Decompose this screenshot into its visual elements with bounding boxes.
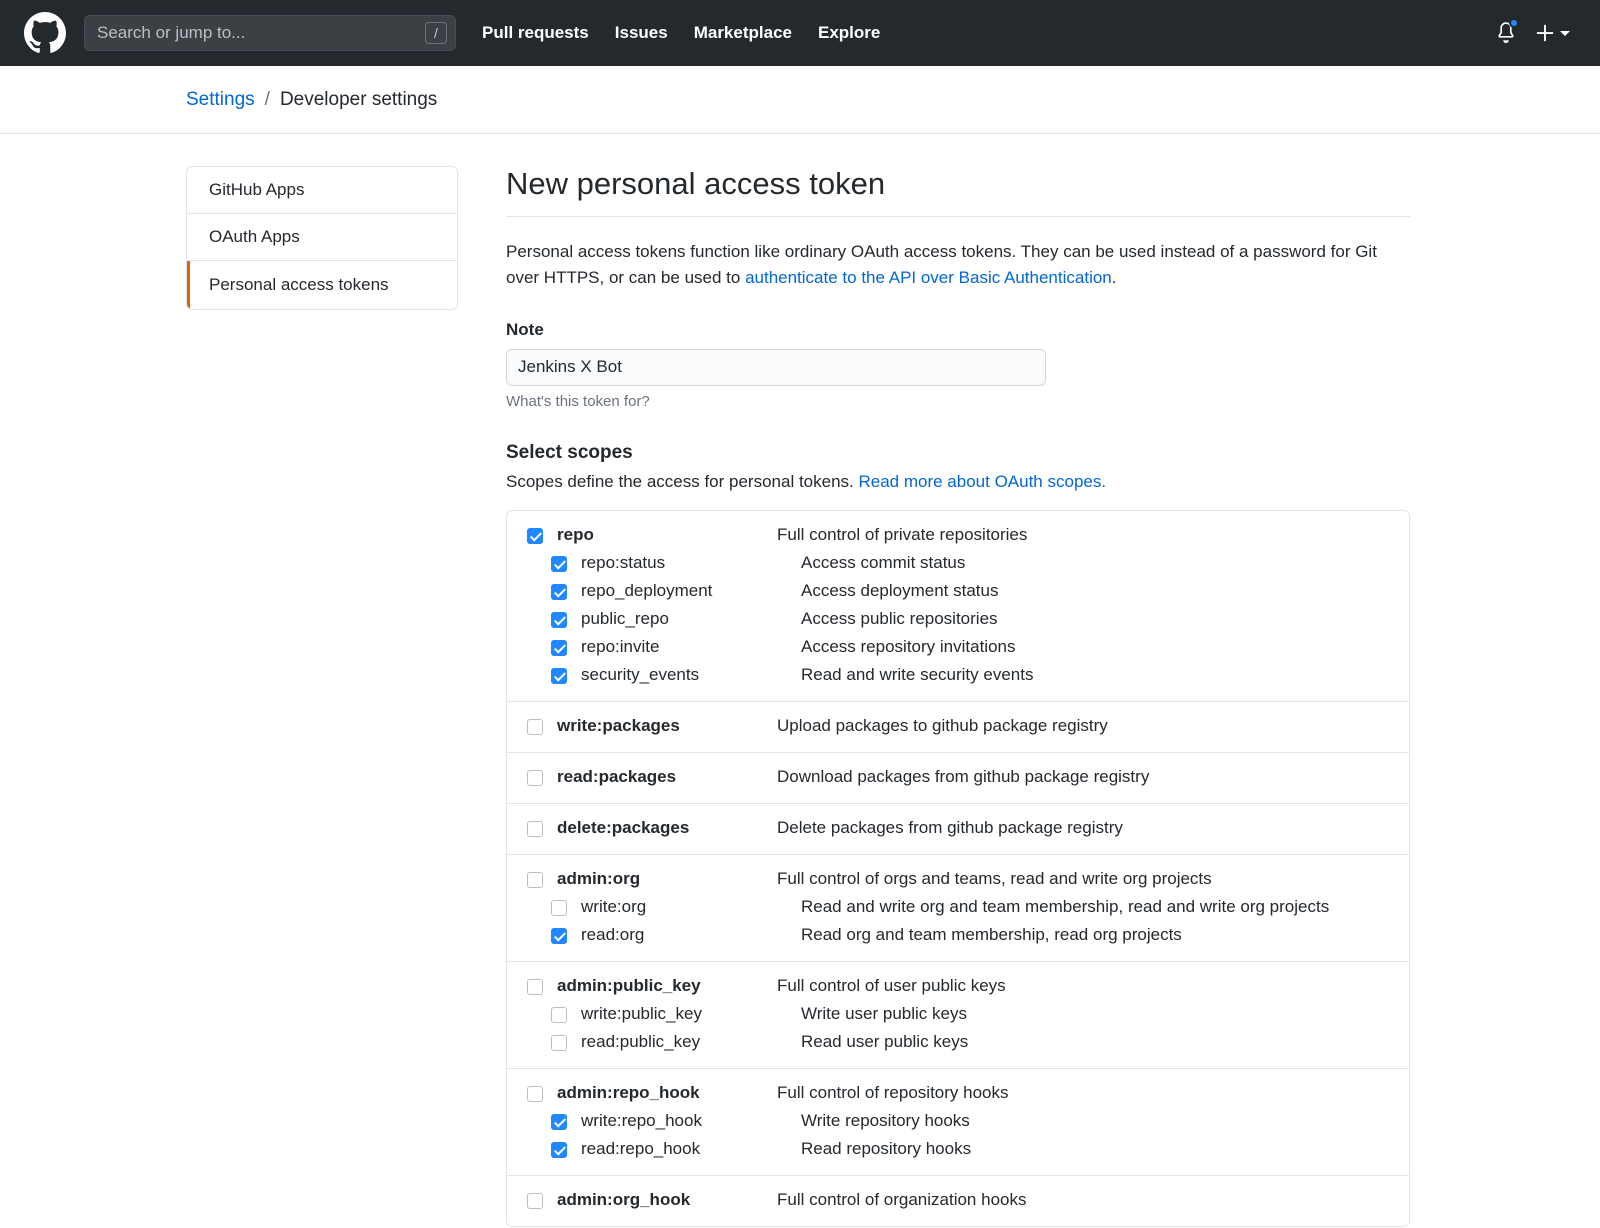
scope-checkbox-security-events[interactable] <box>551 668 567 684</box>
scope-group-write-packages <box>507 702 1409 753</box>
scope-description: Write repository hooks <box>801 1110 970 1130</box>
main-content <box>506 166 1410 1227</box>
scope-description: Upload packages to github package registry <box>777 715 1108 735</box>
scope-description: Read and write security events <box>801 664 1034 684</box>
search-input[interactable] <box>84 15 456 51</box>
breadcrumb-separator: / <box>264 88 270 110</box>
sidebar-item-label: GitHub Apps <box>209 180 305 199</box>
breadcrumb-current: Developer settings <box>279 88 438 110</box>
scope-checkbox-public-repo[interactable] <box>551 612 567 628</box>
note-label: Note <box>506 319 544 339</box>
scope-checkbox-read-repo-hook[interactable] <box>551 1142 567 1158</box>
scope-group-read-packages <box>507 753 1409 804</box>
sidebar-item-label: Personal access tokens <box>209 274 389 294</box>
scope-row[interactable] <box>507 814 1409 842</box>
nav-explore[interactable]: Explore <box>817 23 881 42</box>
scope-row[interactable] <box>507 921 1409 949</box>
intro-text <box>506 239 1406 292</box>
scope-checkbox-read-org[interactable] <box>551 928 567 944</box>
sidebar-item-oauth-apps[interactable] <box>187 214 457 261</box>
scope-row[interactable] <box>507 1028 1409 1056</box>
breadcrumb <box>0 66 1600 134</box>
scope-name: delete:packages <box>557 817 690 837</box>
scope-checkbox-admin-org[interactable] <box>527 872 543 888</box>
scope-description: Access repository invitations <box>801 636 1016 656</box>
scope-row[interactable] <box>507 661 1409 689</box>
scope-checkbox-delete-packages[interactable] <box>527 821 543 837</box>
note-input[interactable] <box>506 349 1046 386</box>
github-mark-icon[interactable] <box>24 12 66 54</box>
page-body <box>0 134 1600 1227</box>
select-scopes-subtext <box>506 472 1410 492</box>
oauth-scopes-docs-link[interactable]: Read more about OAuth scopes. <box>858 471 1107 491</box>
scope-description: Read user public keys <box>801 1031 969 1051</box>
intro-text-part1: Personal access tokens function like ordinary OAuth access tokens. They can be used instead of a password for Git over HTTPS, or can be used to <box>506 242 1377 288</box>
scope-name: repo:invite <box>581 636 660 656</box>
scope-checkbox-read-public-key[interactable] <box>551 1035 567 1051</box>
search-shortcut-key: / <box>425 22 447 44</box>
scope-checkbox-write-packages[interactable] <box>527 719 543 735</box>
primary-nav <box>482 23 880 43</box>
scope-row[interactable] <box>507 633 1409 661</box>
scope-description: Read repository hooks <box>801 1138 972 1158</box>
scope-group-admin-repo-hook <box>507 1069 1409 1176</box>
scope-checkbox-repo-status[interactable] <box>551 556 567 572</box>
scope-description: Delete packages from github package registry <box>777 817 1123 837</box>
breadcrumb-settings-link[interactable]: Settings <box>186 88 255 110</box>
scope-name: write:org <box>581 896 647 916</box>
scope-name: read:public_key <box>581 1031 701 1051</box>
page-title: New personal access token <box>506 166 1410 217</box>
chevron-down-icon <box>1560 31 1570 36</box>
scope-row[interactable] <box>507 521 1409 549</box>
scope-checkbox-write-repo-hook[interactable] <box>551 1114 567 1130</box>
scope-description: Write user public keys <box>801 1003 967 1023</box>
scope-row[interactable] <box>507 1186 1409 1214</box>
create-new-menu[interactable] <box>1535 23 1570 43</box>
scope-row[interactable] <box>507 1000 1409 1028</box>
intro-text-part2: . <box>1111 268 1117 288</box>
scope-name: repo_deployment <box>581 580 713 600</box>
bell-icon[interactable] <box>1495 21 1517 45</box>
scope-checkbox-admin-repo-hook[interactable] <box>527 1086 543 1102</box>
scope-group-repo <box>507 511 1409 702</box>
scope-name: write:repo_hook <box>581 1110 702 1130</box>
global-header <box>0 0 1600 66</box>
scope-row[interactable] <box>507 1135 1409 1163</box>
scope-row[interactable] <box>507 577 1409 605</box>
scope-description: Access commit status <box>801 552 966 572</box>
scope-description: Full control of orgs and teams, read and write org projects <box>777 868 1212 888</box>
scope-description: Full control of organization hooks <box>777 1189 1027 1209</box>
scope-row[interactable] <box>507 763 1409 791</box>
scope-name: read:org <box>581 924 645 944</box>
scope-checkbox-admin-org-hook[interactable] <box>527 1193 543 1209</box>
scope-name: write:public_key <box>581 1003 702 1023</box>
header-actions <box>1495 21 1584 45</box>
scope-name: admin:org_hook <box>557 1189 691 1209</box>
nav-pull-requests[interactable]: Pull requests <box>482 23 589 42</box>
scope-row[interactable] <box>507 549 1409 577</box>
search-box[interactable] <box>84 15 456 51</box>
plus-icon <box>1535 23 1555 43</box>
scope-group-admin-org <box>507 855 1409 962</box>
select-scopes-heading: Select scopes <box>506 441 633 463</box>
scope-name: repo:status <box>581 552 666 572</box>
nav-issues[interactable]: Issues <box>614 23 668 42</box>
scopes-sub-text: Scopes define the access for personal tokens. <box>506 471 859 491</box>
notification-indicator <box>1509 18 1519 28</box>
scope-description: Read and write org and team membership, read and write org projects <box>801 896 1330 916</box>
scope-name: read:packages <box>557 766 677 786</box>
scope-description: Read org and team membership, read org projects <box>801 924 1182 944</box>
scope-checkbox-write-public-key[interactable] <box>551 1007 567 1023</box>
scope-description: Full control of repository hooks <box>777 1082 1009 1102</box>
scope-checkbox-repo[interactable] <box>527 528 543 544</box>
scope-name: security_events <box>581 664 700 684</box>
scope-group-admin-org-hook <box>507 1176 1409 1226</box>
scope-description: Access deployment status <box>801 580 999 600</box>
scope-row[interactable] <box>507 865 1409 893</box>
sidebar-item-personal-access-tokens[interactable] <box>187 261 457 308</box>
scope-description: Full control of private repositories <box>777 524 1028 544</box>
basic-auth-docs-link[interactable]: authenticate to the API over Basic Authentication <box>745 268 1112 288</box>
scope-row[interactable] <box>507 605 1409 633</box>
scope-name: admin:public_key <box>557 975 701 995</box>
scopes-list <box>506 510 1410 1227</box>
sidebar-item-label: OAuth Apps <box>209 227 300 246</box>
scope-description: Full control of user public keys <box>777 975 1006 995</box>
scope-group-admin-public-key <box>507 962 1409 1069</box>
scope-checkbox-write-org[interactable] <box>551 900 567 916</box>
scope-checkbox-repo-deployment[interactable] <box>551 584 567 600</box>
scope-name: read:repo_hook <box>581 1138 701 1158</box>
scope-name: repo <box>557 524 594 544</box>
nav-marketplace[interactable]: Marketplace <box>693 23 792 42</box>
scope-name: write:packages <box>557 715 680 735</box>
scope-row[interactable] <box>507 712 1409 740</box>
scope-row[interactable] <box>507 893 1409 921</box>
scope-checkbox-admin-public-key[interactable] <box>527 979 543 995</box>
note-hint: What's this token for? <box>506 392 650 410</box>
sidebar-item-github-apps[interactable] <box>187 167 457 214</box>
scope-row[interactable] <box>507 972 1409 1000</box>
scope-checkbox-read-packages[interactable] <box>527 770 543 786</box>
scope-row[interactable] <box>507 1107 1409 1135</box>
scope-description: Access public repositories <box>801 608 998 628</box>
scope-name: public_repo <box>581 608 669 628</box>
scope-description: Download packages from github package registry <box>777 766 1150 786</box>
scope-name: admin:repo_hook <box>557 1082 700 1102</box>
scope-name: admin:org <box>557 868 641 888</box>
scope-checkbox-repo-invite[interactable] <box>551 640 567 656</box>
scope-row[interactable] <box>507 1079 1409 1107</box>
developer-settings-sidebar <box>186 166 458 310</box>
scope-group-delete-packages <box>507 804 1409 855</box>
